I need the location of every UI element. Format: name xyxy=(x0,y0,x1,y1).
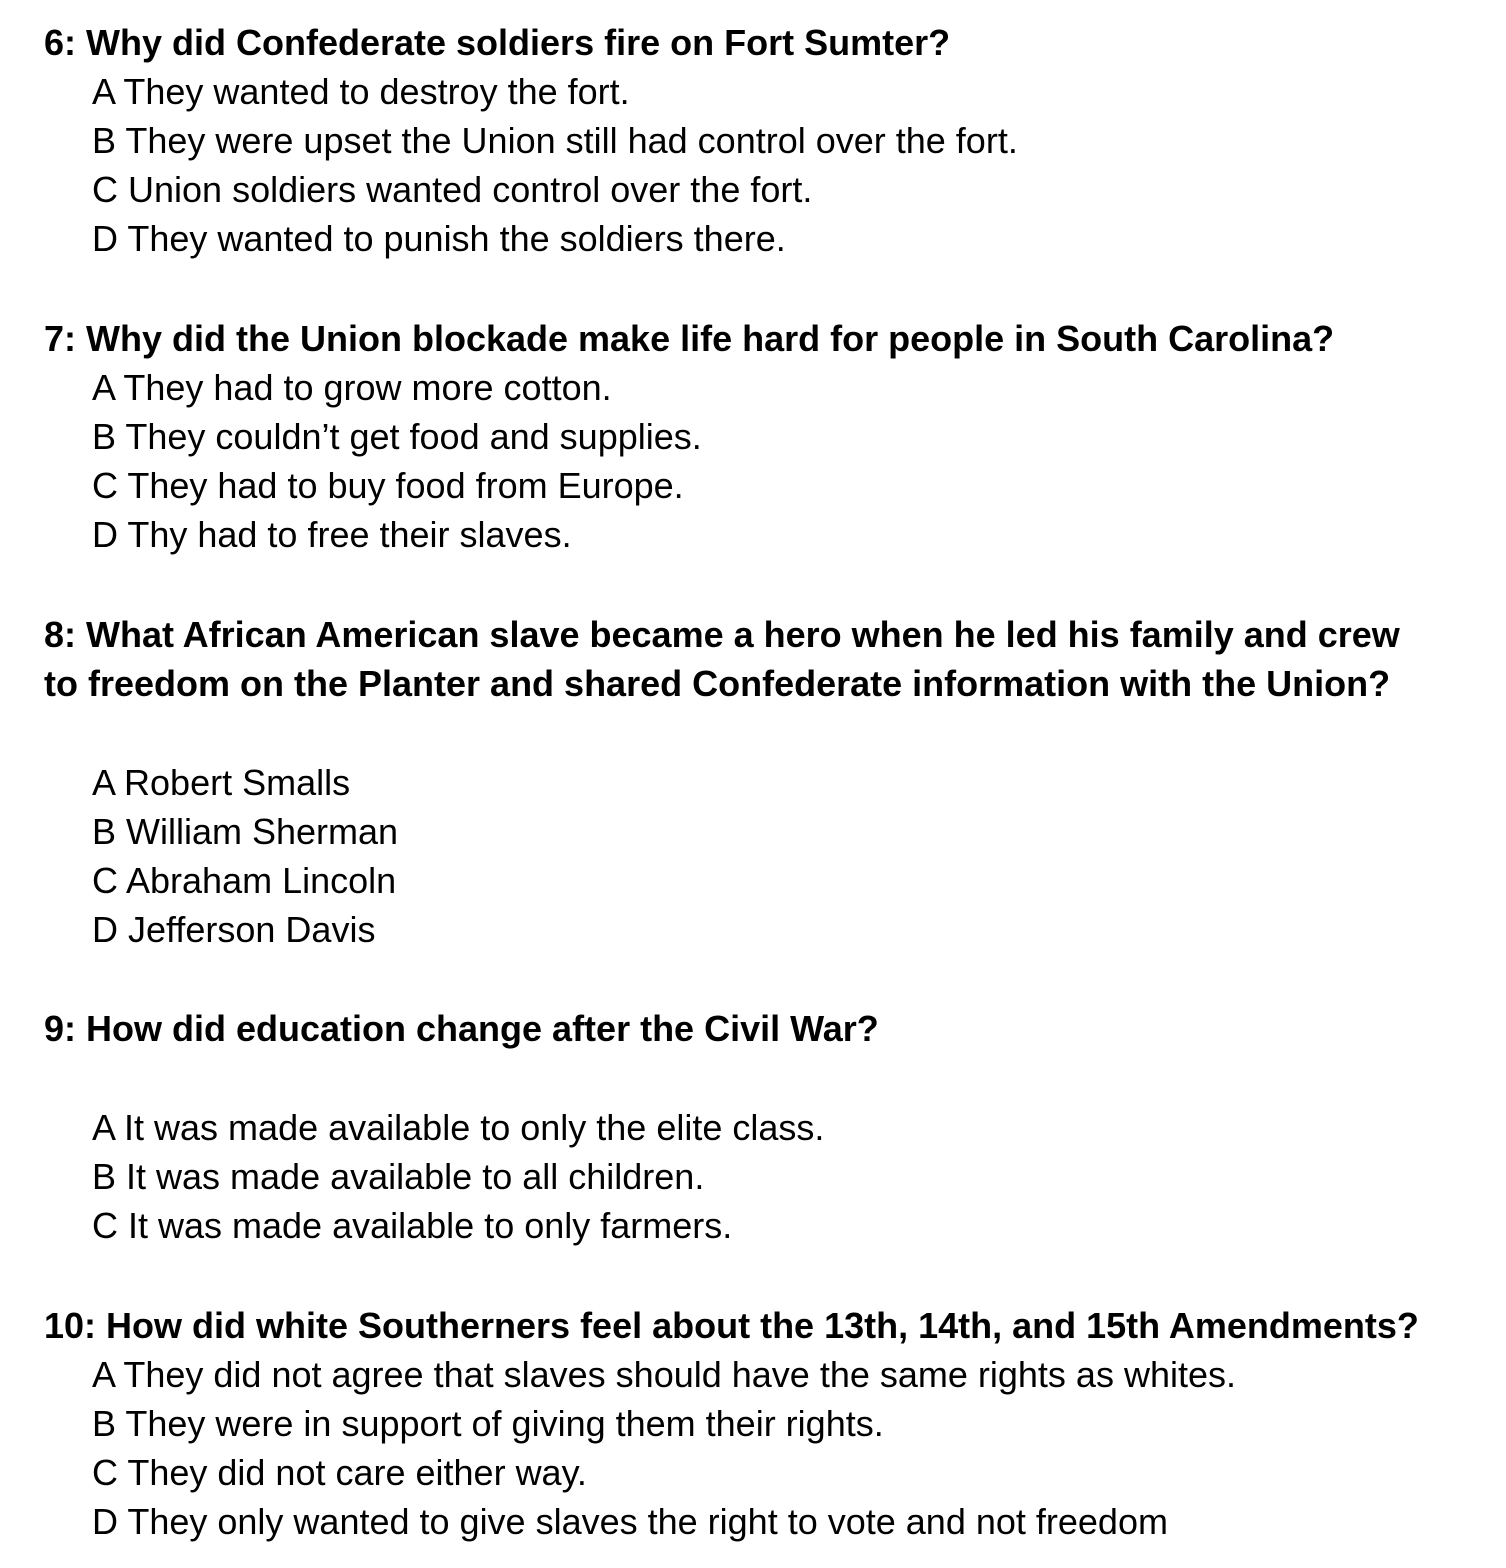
question-6-option-c: C Union soldiers wanted control over the fort. xyxy=(92,169,813,210)
question-10-option-d: D They only wanted to give slaves the right to vote and not freedom xyxy=(92,1501,1168,1542)
question-8-option-c: C Abraham Lincoln xyxy=(92,860,397,901)
question-6-prompt: 6: Why did Confederate soldiers fire on Fort Sumter? xyxy=(44,22,951,63)
question-6-option-a: A They wanted to destroy the fort. xyxy=(92,71,630,112)
question-7-option-a: A They had to grow more cotton. xyxy=(92,367,612,408)
question-9-option-a: A It was made available to only the elite class. xyxy=(92,1107,825,1148)
question-6-option-d: D They wanted to punish the soldiers there. xyxy=(92,218,786,259)
question-9-prompt: 9: How did education change after the Civil War? xyxy=(44,1008,879,1049)
question-7-prompt: 7: Why did the Union blockade make life hard for people in South Carolina? xyxy=(44,318,1335,359)
question-7-option-b: B They couldn’t get food and supplies. xyxy=(92,416,702,457)
question-8-option-a: A Robert Smalls xyxy=(92,762,351,803)
question-8-prompt-line-2: to freedom on the Planter and shared Confederate information with the Union? xyxy=(44,663,1391,704)
question-10-option-b: B They were in support of giving them their rights. xyxy=(92,1403,884,1444)
question-8-option-b: B William Sherman xyxy=(92,811,399,852)
question-10-option-a: A They did not agree that slaves should have the same rights as whites. xyxy=(92,1354,1237,1395)
question-6-option-b: B They were upset the Union still had control over the fort. xyxy=(92,120,1018,161)
question-8-option-d: D Jefferson Davis xyxy=(92,909,376,950)
question-8-prompt-line-1: 8: What African American slave became a hero when he led his family and crew xyxy=(44,614,1400,655)
question-10-option-c: C They did not care either way. xyxy=(92,1452,587,1493)
question-7-option-c: C They had to buy food from Europe. xyxy=(92,465,684,506)
question-9-option-b: B It was made available to all children. xyxy=(92,1156,705,1197)
question-7-option-d: D Thy had to free their slaves. xyxy=(92,514,572,555)
question-9-option-c: C It was made available to only farmers. xyxy=(92,1205,733,1246)
question-10-prompt: 10: How did white Southerners feel about the 13th, 14th, and 15th Amendments? xyxy=(44,1305,1419,1346)
